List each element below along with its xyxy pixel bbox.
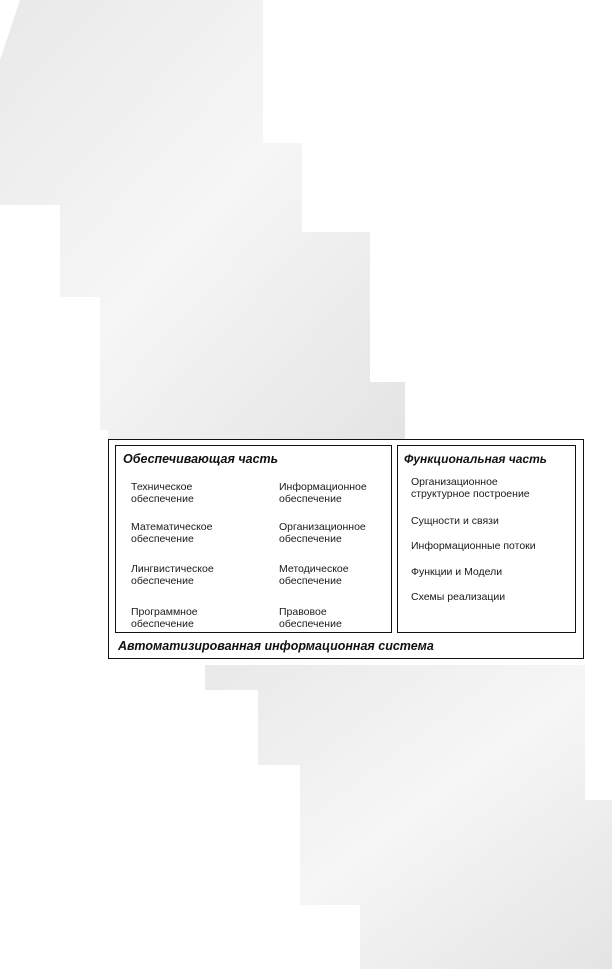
system-title: Автоматизированная информационная система: [118, 639, 434, 653]
support-item-linguistic: Лингвистическое обеспечение: [131, 563, 214, 587]
support-item-technical: Техническое обеспечение: [131, 481, 194, 505]
support-item-information: Информационное обеспечение: [279, 481, 367, 505]
functional-part-title: Функциональная часть: [404, 452, 547, 466]
support-item-methodical: Методическое обеспечение: [279, 563, 349, 587]
support-item-mathematical: Математическое обеспечение: [131, 521, 213, 545]
support-item-legal: Правовое обеспечение: [279, 606, 342, 630]
functional-item-functions-models: Функции и Модели: [411, 566, 503, 578]
support-part-title: Обеспечивающая часть: [123, 452, 279, 466]
ais-diagram: [108, 439, 584, 659]
support-item-software: Программное обеспечение: [131, 606, 198, 630]
functional-item-info-flows: Информационные потоки: [411, 540, 536, 552]
functional-item-implementation-schemes: Схемы реализации: [411, 591, 506, 603]
support-item-organizational: Организационное обеспечение: [279, 521, 366, 545]
functional-item-structure: Организационное структурное построение: [411, 476, 530, 500]
functional-part-panel: [397, 445, 576, 633]
functional-item-entities: Сущности и связи: [411, 515, 499, 527]
support-part-panel: [115, 445, 392, 633]
